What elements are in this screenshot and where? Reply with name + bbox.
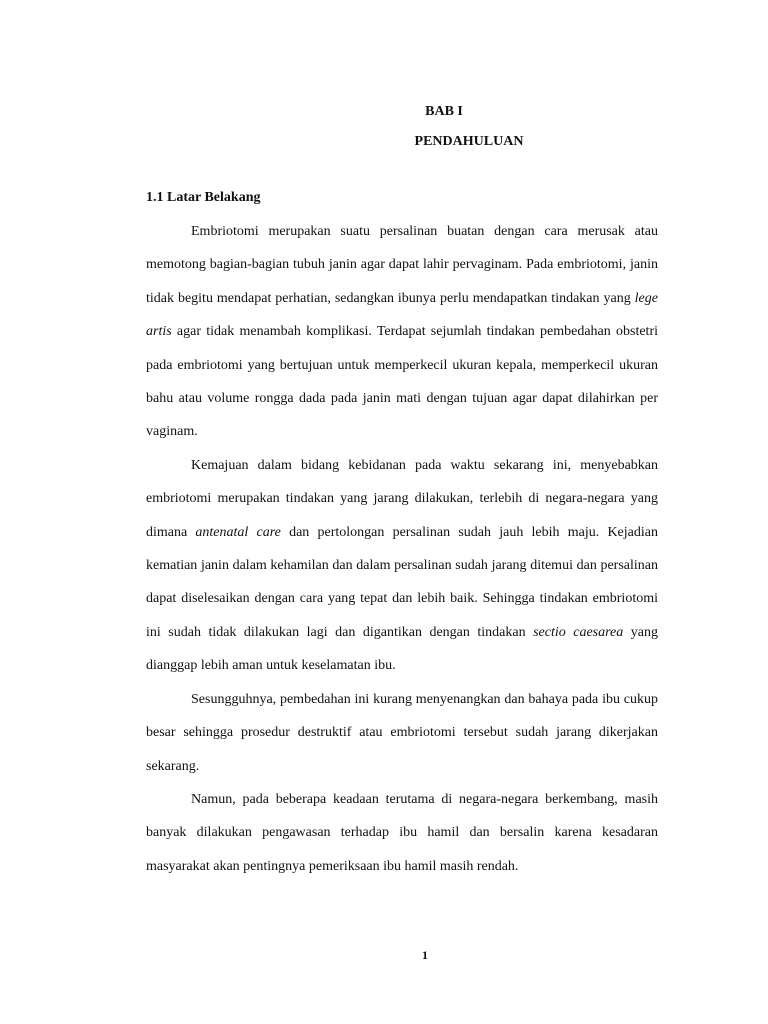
paragraph — [146, 449, 658, 683]
body-text — [146, 215, 658, 883]
chapter-number: BAB I — [425, 104, 463, 119]
italic-term: antenatal care — [195, 524, 281, 540]
paragraph — [146, 783, 658, 883]
text-run: Namun, pada beberapa keadaan terutama di negara-negara berkembang, masih banyak dilakukan pengawasan terhadap ibu hamil dan bersalin karena kesadaran masyarakat akan pentingnya pemeriksaan ibu hamil masih rendah. — [146, 791, 658, 874]
text-run: Kemajuan dalam bidang kebidanan pada waktu sekarang ini, menyebabkan embriotomi merupakan tindakan yang jarang dilakukan, terlebih di negara-negara yang dimana — [146, 457, 658, 540]
text-run: agar tidak menambah komplikasi. Terdapat sejumlah tindakan pembedahan obstetri pada embriotomi yang bertujuan untuk memperkecil ukuran kepala, memperkecil ukuran bahu atau volume rongga dada pada janin mati dengan tujuan agar dapat dilahirkan per vaginam. — [146, 324, 658, 440]
text-run: dan pertolongan persalinan sudah jauh lebih maju. Kejadian kematian janin dalam kehamilan dan dalam persalinan sudah jarang ditemui dan persalinan dapat diselesaikan dengan cara yang tepat dan lebih baik. Sehingga tindakan embriotomi ini sudah tidak dilakukan lagi dan digantikan dengan tindakan — [146, 524, 658, 640]
text-run: yang dianggap lebih aman untuk keselamatan ibu. — [146, 624, 658, 674]
page-number: 1 — [422, 948, 428, 962]
paragraph — [146, 683, 658, 783]
section-heading: 1.1 Latar Belakang — [146, 190, 261, 205]
italic-term: lege artis — [146, 290, 658, 340]
text-run: Sesungguhnya, pembedahan ini kurang menyenangkan dan bahaya pada ibu cukup besar sehingga prosedur destruktif atau embriotomi tersebut sudah jarang dikerjakan sekarang. — [146, 691, 658, 774]
chapter-title: PENDAHULUAN — [414, 134, 524, 149]
italic-term: sectio caesarea — [533, 624, 624, 640]
text-run: Embriotomi merupakan suatu persalinan buatan dengan cara merusak atau memotong bagian-bagian tubuh janin agar dapat lahir pervaginam. Pada embriotomi, janin tidak begitu mendapat perhatian, sedangkan ibunya perlu mendapatkan tindakan yang — [146, 224, 658, 306]
paragraph — [146, 215, 658, 449]
